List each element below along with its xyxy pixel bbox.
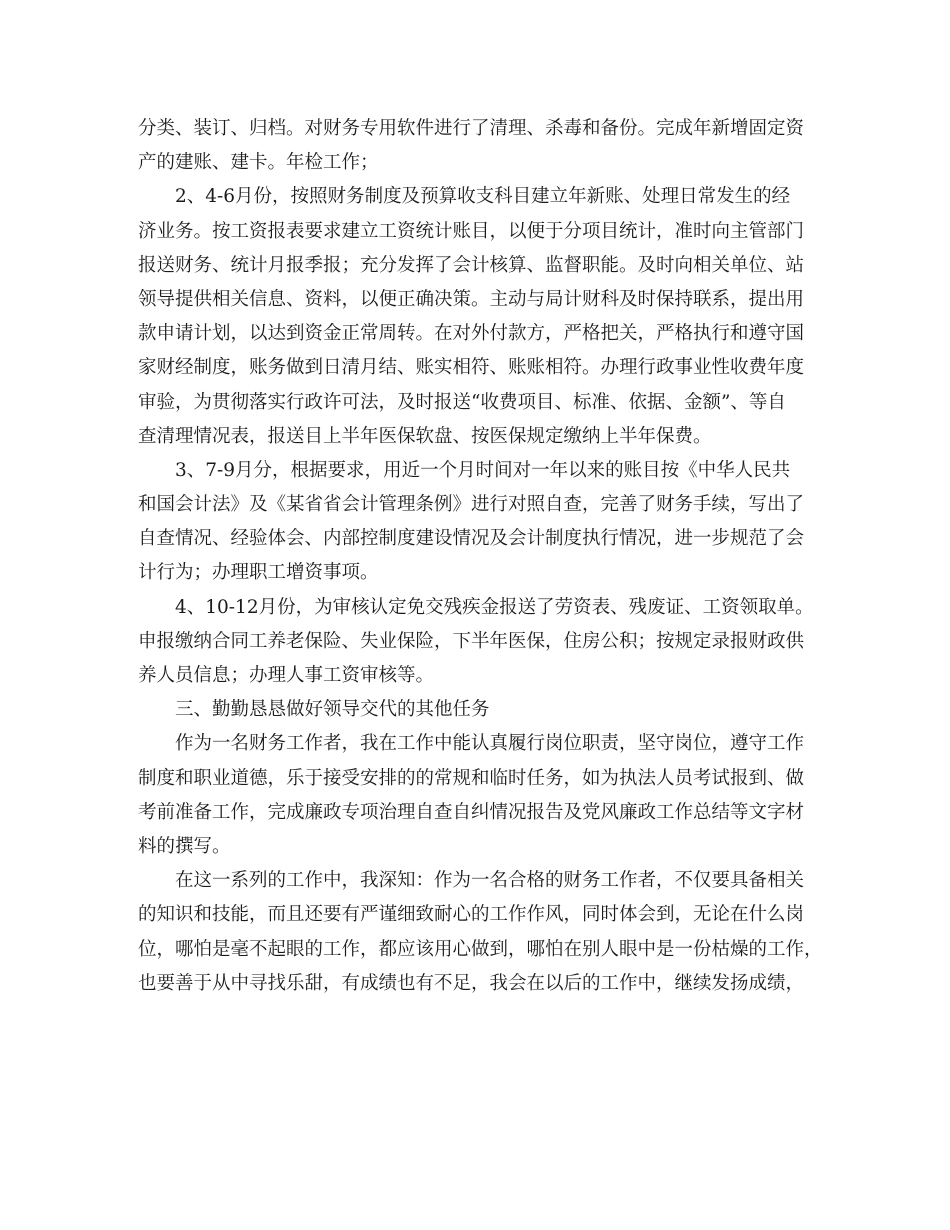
text-line: 自查情况、经验体会、内部控制度建设情况及会计制度执行情况，进一步规范了会: [138, 528, 805, 550]
text-line: 在这一系列的工作中，我深知：作为一名合格的财务工作者，不仅要具备相关: [175, 870, 805, 892]
text-line: 考前准备工作，完成廉政专项治理自查自纠情况报告及党风廉政工作总结等文字材: [138, 801, 805, 823]
text-line: 也要善于从中寻找乐甜，有成绩也有不足，我会在以后的工作中，继续发扬成绩，: [138, 972, 805, 994]
text-line: 作为一名财务工作者，我在工作中能认真履行岗位职责，坚守岗位，遵守工作: [175, 733, 805, 755]
text-line: 位，哪怕是毫不起眼的工作，都应该用心做到，哪怕在别人眼中是一份枯燥的工作，: [138, 938, 823, 960]
text-line: 家财经制度，账务做到日清月结、账实相符、账账相符。办理行政事业性收费年度: [138, 357, 805, 379]
text-line: 三、勤勤恳恳做好领导交代的其他任务: [175, 699, 490, 721]
document-body: [138, 112, 823, 1001]
text-line: 审验，为贯彻落实行政许可法，及时报送“收费项目、标准、依据、金额”、等自: [138, 391, 786, 413]
text-line: 申报缴纳合同工养老保险、失业保险，下半年医保，住房公积；按规定录报财政供: [138, 630, 805, 652]
text-line: 4、10-12月份，为审核认定免交残疾金报送了劳资表、残废证、工资领取单。: [175, 596, 814, 618]
text-line: 养人员信息；办理人事工资审核等。: [138, 665, 435, 686]
text-line: 的知识和技能，而且还要有严谨细致耐心的工作作风，同时体会到，无论在什么岗: [138, 904, 805, 926]
text-line: 产的建账、建卡。年检工作；: [138, 152, 379, 174]
text-line: 领导提供相关信息、资料，以便正确决策。主动与局计财科及时保持联系，提出用: [138, 288, 805, 310]
text-line: 计行为；办理职工增资事项。: [138, 562, 379, 584]
text-line: 制度和职业道德，乐于接受安排的的常规和临时任务，如为执法人员考试报到、做: [138, 767, 805, 789]
text-line: 料的撰写。: [138, 835, 231, 857]
text-line: 款申请计划，以达到资金正常周转。在对外付款方，严格把关，严格执行和遵守国: [138, 323, 805, 345]
text-line: 3、7-9月分，根据要求，用近一个月时间对一年以来的账目按《中华人民共: [175, 459, 791, 481]
text-line: 济业务。按工资报表要求建立工资统计账目，以便于分项目统计，准时向主管部门: [138, 220, 805, 242]
text-line: 分类、装订、归档。对财务专用软件进行了清理、杀毒和备份。完成年新增固定资: [138, 118, 805, 139]
text-line: 和国会计法》及《某省省会计管理条例》进行对照自查，完善了财务手续，写出了: [138, 494, 805, 516]
text-line: 2、4-6月份，按照财务制度及预算收支科目建立年新账、处理日常发生的经: [175, 186, 791, 208]
text-line: 报送财务、统计月报季报；充分发挥了会计核算、监督职能。及时向相关单位、站: [138, 254, 805, 276]
text-line: 查清理情况表，报送目上半年医保软盘、按医保规定缴纳上半年保费。: [138, 425, 712, 447]
